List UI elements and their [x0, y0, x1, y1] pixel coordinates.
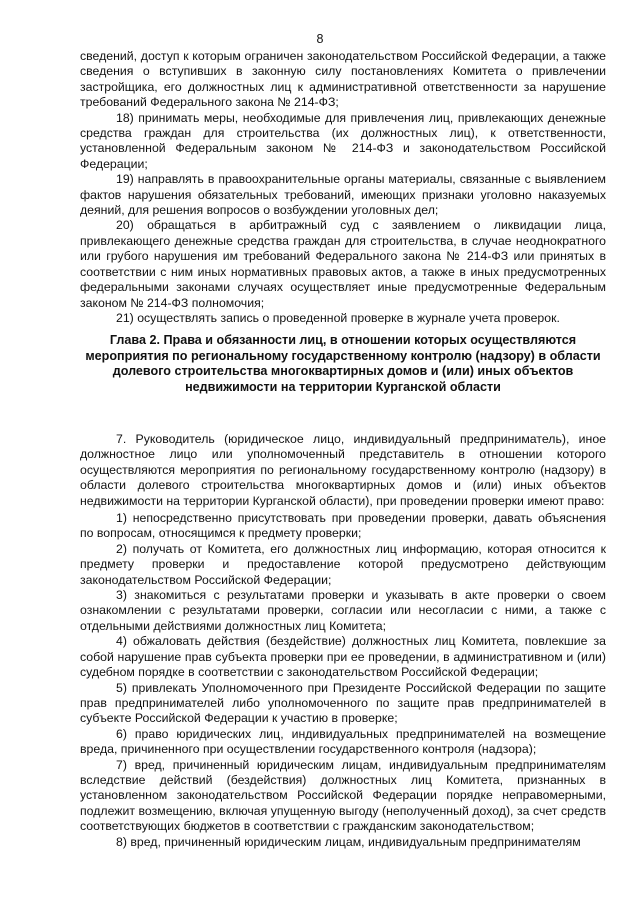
paragraph-item-18: 18) принимать меры, необходимые для привлечения лиц, привлекающих денежные средства граждан для строительства (их должностных лиц), к ответственности, установленной Федеральным законом № 214-ФЗ и законодательством Российской Федерации; [80, 110, 606, 171]
paragraph-item-21: 21) осуществлять запись о проведенной проверке в журнале учета проверок. [116, 310, 560, 325]
section-7-intro: 7. Руководитель (юридическое лицо, индивидуальный предприниматель), иное должностное лицо или уполномоченный представитель в отношении которого осуществляются мероприятия по региональному государственному контролю (надзору) в области долевого строительства многоквартирных домов и (или) иных объектов недвижимости на территории Курганской области), при проведении проверки имеют право: [80, 432, 606, 508]
right-item-1: 1) непосредственно присутствовать при проведении проверки, давать объяснения по вопросам, относящимся к предмету проверки; [80, 511, 606, 541]
paragraph-item-19: 19) направлять в правоохранительные органы материалы, связанные с выявлением фактов нарушения обязательных требований, имеющих признаки уголовно наказуемых деяний, для решения вопросов о возбуждении уголовных дел; [80, 172, 606, 218]
right-item-5: 5) привлекать Уполномоченного при Президенте Российской Федерации по защите прав предпринимателей либо уполномоченного по защите прав предпринимателей в субъекте Российской Федерации к участию в проверке; [80, 680, 606, 726]
right-item-3: 3) знакомиться с результатами проверки и указывать в акте проверки о своем ознакомлении с результатами проверки, согласии или несогласии с ними, а также с отдельными действиями должностных лиц Комитета; [80, 588, 606, 633]
top-section [80, 49, 606, 326]
paragraph-continuation: сведений, доступ к которым ограничен законодательством Российской Федерации, а также сведения о вступивших в законную силу постановлениях Комитета о привлечении застройщика, его должностных лиц к административной ответственности за нарушение требований Федерального закона № 214-ФЗ; [80, 49, 606, 110]
right-item-7: 7) вред, причиненный юридическим лицам, индивидуальным предпринимателям вследствие действий (бездействия) должностных лиц Комитета, признанных в установленном законодательством Российской Федерации порядке неправомерными, подлежит возмещению, включая упущенную выгоду (неполученный доход), за счет средств соответствующих бюджетов в соответствии с гражданским законодательством; [80, 757, 606, 834]
page-number: 8 [316, 32, 324, 46]
right-item-6: 6) право юридических лиц, индивидуальных предпринимателей на возмещение вреда, причиненного при осуществлении государственного контроля (надзора); [80, 726, 606, 757]
right-item-8: 8) вред, причиненный юридическим лицам, индивидуальным предпринимателям [116, 834, 581, 849]
right-item-2: 2) получать от Комитета, его должностных лиц информацию, которая относится к предмету проверки и предоставление которой предусмотрено действующим законодательством Российской Федерации; [80, 541, 606, 587]
section-7 [80, 432, 606, 850]
chapter-heading: Глава 2. Права и обязанности лиц, в отношении которых осуществляются мероприятия по региональному государственному контролю (надзору) в области долевого строительства многоквартирных домов и (или) иных объектов недвижимости на территории Курганской области [85, 333, 601, 394]
right-item-4: 4) обжаловать действия (бездействие) должностных лиц Комитета, повлекшие за собой нарушение прав субъекта проверки при ее проведении, в административном и (или) судебном порядке в соответствии с законодательством Российской Федерации; [80, 634, 606, 680]
paragraph-item-20: 20) обращаться в арбитражный суд с заявлением о ликвидации лица, привлекающего денежные средства граждан для строительства, в случае неоднократного или грубого нарушения им требований Федерального закона № 214-ФЗ или принятых в соответствии с ним иных нормативных правовых актов, а также в иных предусмотренных федеральными законами случаях осуществляет иные предусмотренные Федеральным законом № 214-ФЗ полномочия; [80, 218, 606, 310]
